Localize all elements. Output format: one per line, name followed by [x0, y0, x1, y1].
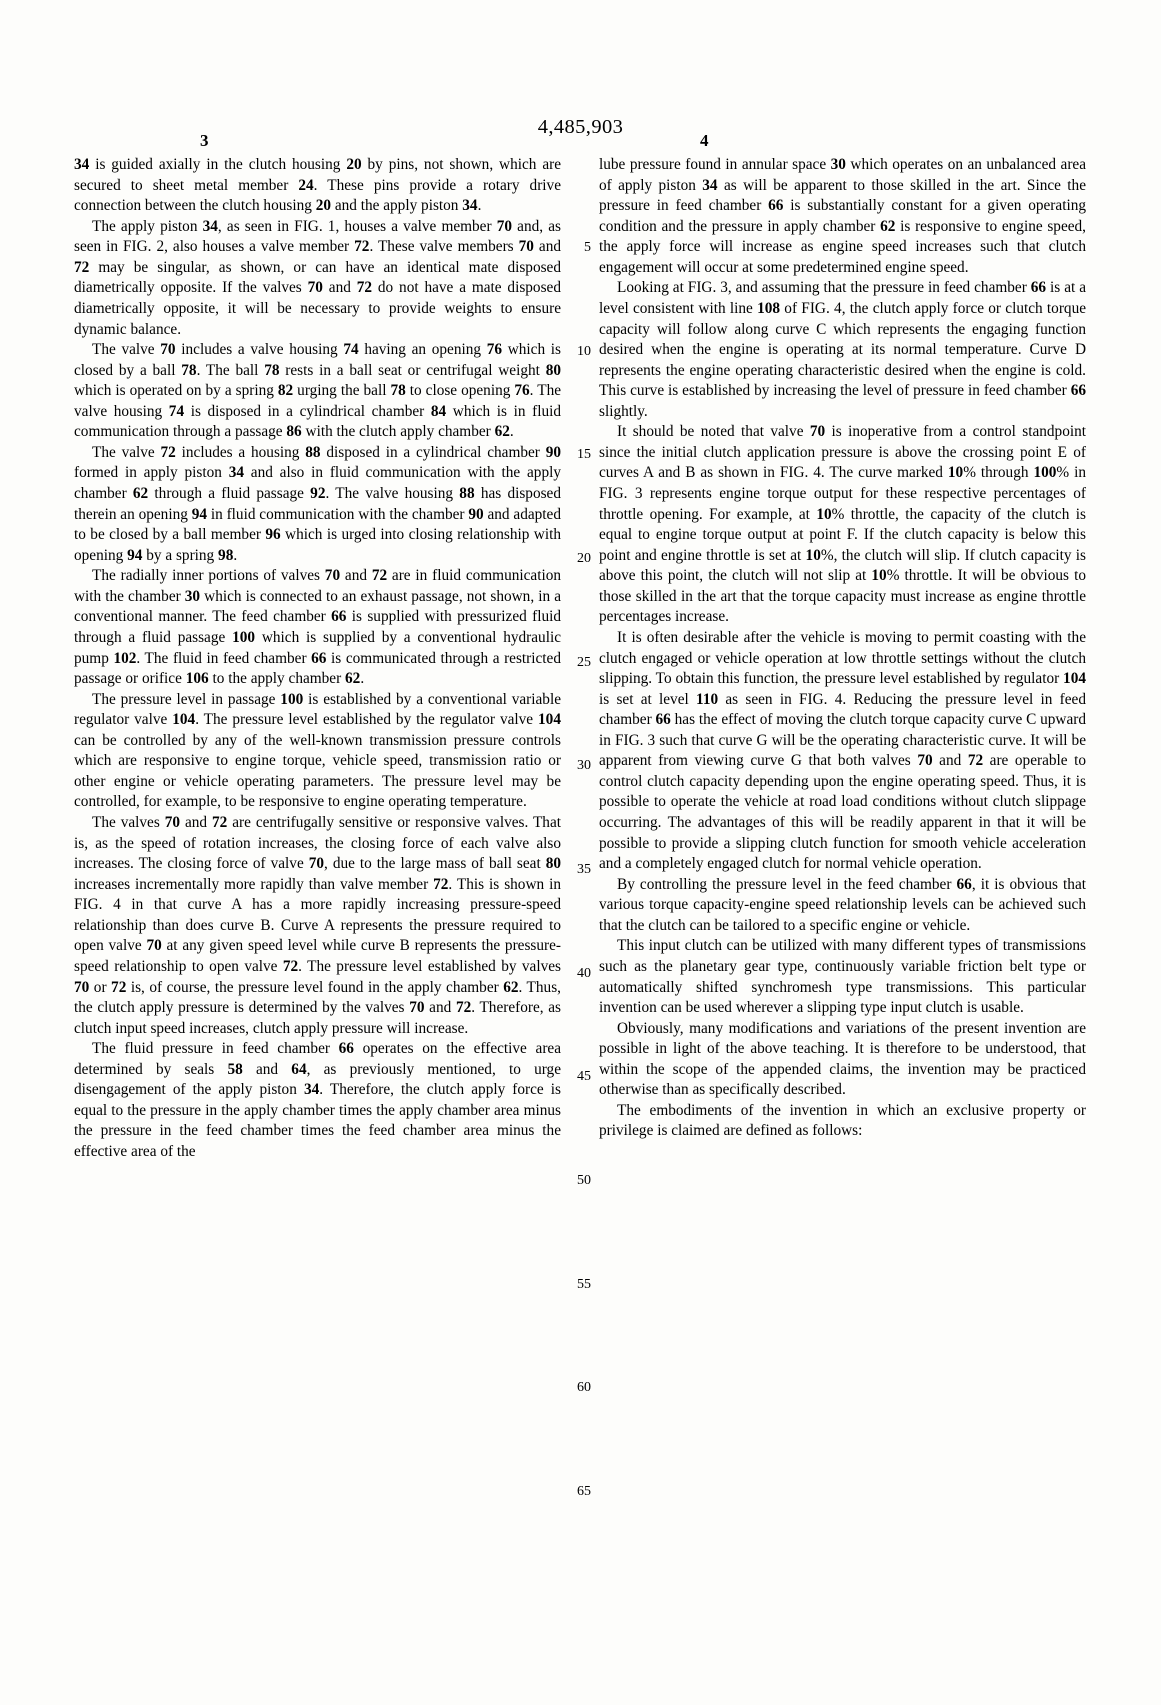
paragraph: It should be noted that valve 70 is inoperative from a control standpoint since the initial clutch application pressure is above the crossing point E of curves A and B as shown in FIG. 4. The curve marked 10% through 100% in FIG. 3 represents engine torque output for these respective percentages of throttle opening. For example, at 10% throttle, the capacity of the clutch is equal to engine torque output at point F. If the clutch capacity is below this point and engine throttle is set at 10%, the clutch will slip. If clutch capacity is above this point, the clutch will not slip at 10% throttle. It will be obvious to those skilled in the art that the torque capacity must increase as engine throttle percentages increase. [599, 423, 1087, 626]
paragraph: It is often desirable after the vehicle is moving to permit coasting with the clutch engaged or vehicle operation at low throttle settings without the clutch slipping. To obtain this function, the pressure level established by regulator 104 is set at level 110 as seen in FIG. 4. Reducing the pressure level in feed chamber 66 has the effect of moving the clutch torque capacity curve C upward in FIG. 3 such that curve G will be the operating characteristic curve. It will be apparent from viewing curve G that both valves 70 and 72 are operable to control clutch capacity depending upon the engine operating speed. Thus, it is possible to operate the vehicle at road load conditions without clutch slippage occurring. The advantages of this will be readily apparent in that it will be possible to provide a slipping clutch function for smooth vehicle acceleration and a completely engaged clutch for normal vehicle operation. [599, 628, 1087, 873]
paragraph: 34 is guided axially in the clutch housing 20 by pins, not shown, which are secured to sheet metal member 24. These pins provide a rotary drive connection between the clutch housing 20 and the apply piston 34. [74, 156, 561, 215]
line-number: 15 [577, 447, 591, 462]
line-number: 5 [584, 240, 591, 255]
line-number: 40 [577, 966, 591, 981]
left-column-number: 3 [200, 131, 209, 150]
paragraph: The valve 70 includes a valve housing 74 having an opening 76 which is closed by a ball 78. The ball 78 rests in a ball seat or centrifugal weight 80 which is operated on by a spring 82 urging the ball 78 to close opening 76. The valve housing 74 is disposed in a cylindrical chamber 84 which is in fluid communication through a passage 86 with the clutch apply chamber 62. [74, 341, 562, 441]
paragraph: The valves 70 and 72 are centrifugally sensitive or responsive valves. That is, as the speed of rotation increases, the closing force of each valve also increases. The closing force of valve 70, due to the large mass of ball seat 80 increases incrementally more rapidly than valve member 72. This is shown in FIG. 4 in that curve A has a more rapidly increasing pressure-speed relationship than does curve B. Curve A represents the pressure required to open valve 70 at any given speed level while curve B represents the pressure-speed relationship to open valve 72. The pressure level established by valves 70 or 72 is, of course, the pressure level found in the apply chamber 62. Thus, the clutch apply pressure is determined by the valves 70 and 72. Therefore, as clutch input speed increases, clutch apply pressure will increase. [74, 814, 561, 1037]
paragraph: The fluid pressure in feed chamber 66 operates on the effective area determined by seals 58 and 64, as previously mentioned, to urge disengagement of the apply piston 34. Therefore, the clutch apply force is equal to the pressure in the apply chamber times the apply chamber area minus the pressure in the feed chamber times the feed chamber area minus the effective area of the [74, 1040, 562, 1160]
line-number: 35 [577, 862, 591, 877]
line-number: 20 [577, 551, 591, 566]
paragraph: The pressure level in passage 100 is established by a conventional variable regulator valve 104. The pressure level established by the regulator valve 104 can be controlled by any of the well-known transmission pressure controls which are responsive to engine torque, vehicle speed, transmission ratio or other engine or vehicle operating parameters. The pressure level may be controlled, for example, to be responsive to engine operating temperature. [74, 690, 561, 811]
line-number: 60 [577, 1380, 591, 1395]
line-number: 65 [577, 1484, 591, 1499]
paragraph: By controlling the pressure level in the feed chamber 66, it is obvious that various torque capacity-engine speed relationship levels can be achieved such that the clutch can be tailored to a specific engine or vehicle. [599, 875, 1086, 934]
line-number: 55 [577, 1277, 591, 1292]
right-column [599, 155, 1086, 1163]
right-column-number: 4 [700, 131, 709, 150]
line-number: 25 [577, 655, 591, 670]
patent-number: 4,485,903 [537, 116, 624, 138]
paragraph: Obviously, many modifications and variations of the present invention are possible in light of the above teaching. It is therefore to be understood, that within the scope of the appended claims, the invention may be practiced otherwise than as specifically described. [599, 1019, 1086, 1099]
body-columns [74, 155, 1087, 1499]
paragraph: The apply piston 34, as seen in FIG. 1, houses a valve member 70 and, as seen in FIG. 2, also houses a valve member 72. These valve members 70 and 72 may be singular, as shown, or can have an identical mate disposed diametrically opposite. If the valves 70 and 72 do not have a mate disposed diametrically opposite, it will be necessary to provide weights to ensure dynamic balance. [74, 217, 561, 338]
line-number: 50 [577, 1173, 591, 1188]
line-number: 30 [577, 758, 591, 773]
paragraph: This input clutch can be utilized with many different types of transmissions such as the planetary gear type, continuously variable friction belt type or automatically shifted synchromesh type transmissions. This particular invention can be used wherever a slipping type input clutch is usable. [599, 937, 1086, 1017]
paragraph: Looking at FIG. 3, and assuming that the pressure in feed chamber 66 is at a level consistent with line 108 of FIG. 4, the clutch apply force or clutch torque capacity will follow along curve C which represents the engaging function desired when the engine is operating at its normal temperature. Curve D represents the engine operating characteristic desired when the engine is cold. This curve is established by increasing the level of pressure in feed chamber 66 slightly. [599, 279, 1087, 420]
line-number: 10 [577, 344, 591, 359]
left-column [74, 155, 591, 1499]
paragraph: The valve 72 includes a housing 88 disposed in a cylindrical chamber 90 formed in apply piston 34 and also in fluid communication with the apply chamber 62 through a fluid passage 92. The valve housing 88 has disposed therein an opening 94 in fluid communication with the chamber 90 and adapted to be closed by a ball member 96 which is urged into closing relationship with opening 94 by a spring 98. [74, 443, 561, 564]
line-number: 45 [577, 1069, 591, 1084]
paragraph: lube pressure found in annular space 30 which operates on an unbalanced area of apply piston 34 as will be apparent to those skilled in the art. Since the pressure in feed chamber 66 is substantially constant for a given operating condition and the pressure in apply chamber 62 is responsive to engine speed, the apply force will increase as engine speed increases such that clutch engagement will occur at some predetermined engine speed. [599, 156, 1087, 276]
paragraph: The radially inner portions of valves 70 and 72 are in fluid communication with the chamber 30 which is connected to an exhaust passage, not shown, in a conventional manner. The feed chamber 66 is supplied with pressurized fluid through a fluid passage 100 which is supplied by a conventional hydraulic pump 102. The fluid in feed chamber 66 is communicated through a restricted passage or orifice 106 to the apply chamber 62. [74, 567, 562, 688]
paragraph: The embodiments of the invention in which an exclusive property or privilege is claimed are defined as follows: [599, 1101, 1086, 1140]
